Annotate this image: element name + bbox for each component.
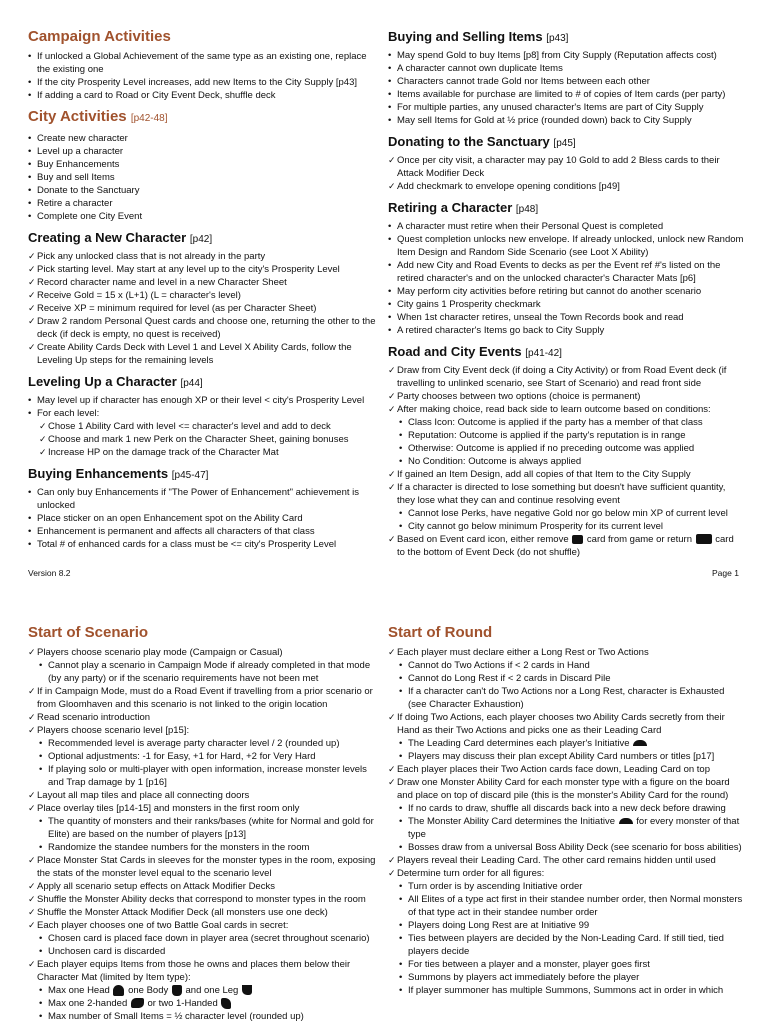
list-item: • Randomize the standee numbers for the monsters in the room xyxy=(39,841,376,854)
list-item: ✓ Receive XP = minimum required for level (as per Character Sheet) xyxy=(28,302,376,315)
list-item: ✓ Chose 1 Ability Card with level <= character's level and add to deck xyxy=(39,420,376,433)
list-item: ✓ Pick any unlocked class that is not already in the party xyxy=(28,250,376,263)
list-item: ✓ If a character is directed to lose something but doesn't have sufficient quantity, they lose what they can and continue resolving event xyxy=(388,481,744,507)
list-item: • If a character can't do Two Actions nor a Long Rest, character is Exhausted (see Character Exhaustion) xyxy=(399,685,744,711)
list-item: • May level up if character has enough XP or their level < city's Prosperity Level xyxy=(28,394,376,407)
leg-slot-icon xyxy=(242,985,252,995)
list-item: • A character must retire when their Personal Quest is completed xyxy=(388,220,744,233)
list-item: ✓ Party chooses between two options (choice is permanent) xyxy=(388,390,744,403)
list-item: ✓ Shuffle the Monster Attack Modifier Deck (all monsters use one deck) xyxy=(28,906,376,919)
list-item: • Donate to the Sanctuary xyxy=(28,184,376,197)
buying-enhancements-list xyxy=(28,486,376,551)
list-item: • Max number of Small Items = ½ character level (rounded up) xyxy=(39,1010,376,1023)
retiring-list xyxy=(388,220,744,337)
list-item: • If the city Prosperity Level increases, add new Items to the City Supply [p43] xyxy=(28,76,376,89)
list-item: • The quantity of monsters and their ranks/bases (white for Normal and gold for Elite) are based on the number of players [p13] xyxy=(39,815,376,841)
list-item: ✓ Each player equips Items from those he owns and places them below their Character Mat (limited by Item type): xyxy=(28,958,376,984)
list-item: • Place sticker on an open Enhancement spot on the Ability Card xyxy=(28,512,376,525)
start-of-round-list xyxy=(388,646,744,997)
list-item: • If no cards to draw, shuffle all discards back into a new deck before drawing xyxy=(399,802,744,815)
list-item: • City cannot go below minimum Prosperity for its current level xyxy=(399,520,744,533)
list-item: ✓ Place Monster Stat Cards in sleeves for the monster types in the room, exposing the stats of the monster level equal to the scenario level xyxy=(28,854,376,880)
list-item: ✓ Each player chooses one of two Battle Goal cards in secret: xyxy=(28,919,376,932)
list-item: ✓ Add checkmark to envelope opening conditions [p49] xyxy=(388,180,744,193)
list-item: ✓ Draw 2 random Personal Quest cards and choose one, returning the other to the deck (if deck is empty, no quest is received) xyxy=(28,315,376,341)
list-item: • The Leading Card determines each player's Initiative xyxy=(399,737,744,750)
list-item: ✓ Each player must declare either a Long Rest or Two Actions xyxy=(388,646,744,659)
list-item: • A character cannot own duplicate Items xyxy=(388,62,744,75)
list-item: • For each level: xyxy=(28,407,376,420)
creating-character-heading: Creating a New Character [p42] xyxy=(28,230,213,245)
buying-selling-heading: Buying and Selling Items [p43] xyxy=(388,29,569,44)
head-slot-icon xyxy=(113,985,124,996)
version-label: Version 8.2 xyxy=(28,568,71,578)
list-item: ✓ After making choice, read back side to learn outcome based on conditions: xyxy=(388,403,744,416)
start-of-round-heading: Start of Round xyxy=(388,624,493,641)
list-item: • Characters cannot trade Gold nor Items between each other xyxy=(388,75,744,88)
page-number: Page 1 xyxy=(712,568,739,578)
list-item: • If player summoner has multiple Summons, Summons act in order in which xyxy=(399,984,744,997)
list-item: • May sell Items for Gold at ½ price (rounded down) back to City Supply xyxy=(388,114,744,127)
list-item: ✓ Record character name and level in a new Character Sheet xyxy=(28,276,376,289)
list-item: • Players doing Long Rest are at Initiative 99 xyxy=(399,919,744,932)
list-item: • Max one 2-handed or two 1-Handed xyxy=(39,997,376,1010)
page2-right-column xyxy=(388,624,744,1003)
page-2 xyxy=(0,596,768,1024)
list-item: ✓ Determine turn order for all figures: xyxy=(388,867,744,880)
list-item: • Cannot do Two Actions if < 2 cards in Hand xyxy=(399,659,744,672)
list-item: • Reputation: Outcome is applied if the party's reputation is in range xyxy=(399,429,744,442)
list-item: • Ties between players are decided by the Non-Leading Card. If still tied, tied players decide xyxy=(399,932,744,958)
list-item: • Buy Enhancements xyxy=(28,158,376,171)
list-item: • Summons by players act immediately before the player xyxy=(399,971,744,984)
leveling-up-list xyxy=(28,394,376,459)
list-item: ✓ Shuffle the Monster Ability decks that correspond to monster types in the room xyxy=(28,893,376,906)
donating-list xyxy=(388,154,744,193)
start-of-scenario-list xyxy=(28,646,376,1023)
list-item: ✓ Read scenario introduction xyxy=(28,711,376,724)
list-item: • Max one Head one Body and one Leg xyxy=(39,984,376,997)
list-item: • Otherwise: Outcome is applied if no preceding outcome was applied xyxy=(399,442,744,455)
list-item: • Bosses draw from a universal Boss Ability Deck (see scenario for boss abilities) xyxy=(399,841,744,854)
list-item: • No Condition: Outcome is always applied xyxy=(399,455,744,468)
leveling-up-heading: Leveling Up a Character [p44] xyxy=(28,374,203,389)
list-item: ✓ If gained an Item Design, add all copies of that Item to the City Supply xyxy=(388,468,744,481)
list-item: • City gains 1 Prosperity checkmark xyxy=(388,298,744,311)
list-item: ✓ Create Ability Cards Deck with Level 1 and Level X Ability Cards, follow the Leveling Up steps for the remaining levels xyxy=(28,341,376,367)
page1-right-column xyxy=(388,28,744,565)
list-item: ✓ Each player places their Two Action cards face down, Leading Card on top xyxy=(388,763,744,776)
list-item: ✓ If doing Two Actions, each player chooses two Ability Cards secretly from their Hand as their Two Actions and picks one as their Leading Card xyxy=(388,711,744,737)
list-item: ✓ Increase HP on the damage track of the Character Mat xyxy=(39,446,376,459)
list-item: • Add new City and Road Events to decks as per the Event ref #'s listed on the retired character's and on the unlocked character's Character Mats [p6] xyxy=(388,259,744,285)
remove-card-icon xyxy=(572,535,583,544)
list-item: • Class Icon: Outcome is applied if the party has a member of that class xyxy=(399,416,744,429)
list-item: • When 1st character retires, unseal the Town Records book and read xyxy=(388,311,744,324)
list-item: • Total # of enhanced cards for a class must be <= city's Prosperity Level xyxy=(28,538,376,551)
list-item: • Create new character xyxy=(28,132,376,145)
list-item: • Complete one City Event xyxy=(28,210,376,223)
list-item: ✓ Apply all scenario setup effects on Attack Modifier Decks xyxy=(28,880,376,893)
list-item: ✓ If in Campaign Mode, must do a Road Event if travelling from a prior scenario or from Gloomhaven and this scenario is not linked to the origin location xyxy=(28,685,376,711)
list-item: • For ties between a player and a monster, player goes first xyxy=(399,958,744,971)
start-of-scenario-heading: Start of Scenario xyxy=(28,624,149,641)
list-item: • Cannot lose Perks, have negative Gold nor go below min XP of current level xyxy=(399,507,744,520)
return-card-icon xyxy=(696,534,712,544)
list-item: ✓ Pick starting level. May start at any level up to the city's Prosperity Level xyxy=(28,263,376,276)
initiative-icon xyxy=(619,818,633,824)
list-item: • Turn order is by ascending Initiative order xyxy=(399,880,744,893)
list-item: • For multiple parties, any unused character's Items are part of City Supply xyxy=(388,101,744,114)
list-item: ✓ Layout all map tiles and place all connecting doors xyxy=(28,789,376,802)
road-city-events-list xyxy=(388,364,744,559)
list-item: • Retire a character xyxy=(28,197,376,210)
list-item: • Cannot play a scenario in Campaign Mode if already completed in that mode (by any party) or if the scenario requirements have not been met xyxy=(39,659,376,685)
list-item: • May perform city activities before retiring but cannot do another scenario xyxy=(388,285,744,298)
campaign-activities-list xyxy=(28,50,376,102)
city-activities-heading: City Activities [p42-48] xyxy=(28,108,168,125)
retiring-heading: Retiring a Character [p48] xyxy=(388,200,539,215)
list-item: ✓ Place overlay tiles [p14-15] and monsters in the first room only xyxy=(28,802,376,815)
list-item: • If unlocked a Global Achievement of the same type as an existing one, replace the existing one xyxy=(28,50,376,76)
list-item: ✓ Based on Event card icon, either remove card from game or return card to the bottom of Event Deck (do not shuffle) xyxy=(388,533,744,559)
page1-left-column xyxy=(28,28,376,557)
creating-character-list xyxy=(28,250,376,367)
list-item: • Players may discuss their plan except Ability Card numbers or titles [p17] xyxy=(399,750,744,763)
list-item: • Optional adjustments: -1 for Easy, +1 for Hard, +2 for Very Hard xyxy=(39,750,376,763)
campaign-activities-heading: Campaign Activities xyxy=(28,28,171,45)
list-item: • Buy and sell Items xyxy=(28,171,376,184)
list-item: • May spend Gold to buy Items [p8] from City Supply (Reputation affects cost) xyxy=(388,49,744,62)
page2-left-column xyxy=(28,624,376,1029)
donating-heading: Donating to the Sanctuary [p45] xyxy=(388,134,576,149)
city-activities-list xyxy=(28,132,376,223)
list-item: • Quest completion unlocks new envelope. If already unlocked, unlock new Random Item Design and Random Side Scenario (see Loot X Ability) xyxy=(388,233,744,259)
list-item: • Chosen card is placed face down in player area (secret throughout scenario) xyxy=(39,932,376,945)
list-item: • Level up a character xyxy=(28,145,376,158)
list-item: ✓ Draw from City Event deck (if doing a City Activity) or from Road Event deck (if travelling to unlinked scenario, see Start of Scenario) and read front side xyxy=(388,364,744,390)
body-slot-icon xyxy=(172,985,182,996)
buying-selling-list xyxy=(388,49,744,127)
two-handed-icon xyxy=(131,998,144,1008)
list-item: ✓ Players choose scenario level [p15]: xyxy=(28,724,376,737)
list-item: ✓ Players reveal their Leading Card. The other card remains hidden until used xyxy=(388,854,744,867)
initiative-icon xyxy=(633,740,647,746)
list-item: • Cannot do Long Rest if < 2 cards in Discard Pile xyxy=(399,672,744,685)
list-item: • All Elites of a type act first in their standee number order, then Normal monsters of that type act in their standee number order xyxy=(399,893,744,919)
list-item: • A retired character's Items go back to City Supply xyxy=(388,324,744,337)
one-handed-icon xyxy=(221,998,231,1009)
list-item: ✓ Draw one Monster Ability Card for each monster type with a figure on the board and place on top of discard pile (this is the monster's Ability Card for the round) xyxy=(388,776,744,802)
list-item: • If playing solo or multi-player with open information, increase monster levels and Trap damage by 1 [p16] xyxy=(39,763,376,789)
list-item: • Unchosen card is discarded xyxy=(39,945,376,958)
list-item: ✓ Choose and mark 1 new Perk on the Character Sheet, gaining bonuses xyxy=(39,433,376,446)
list-item: • Can only buy Enhancements if "The Power of Enhancement" achievement is unlocked xyxy=(28,486,376,512)
list-item: • The Monster Ability Card determines the Initiative for every monster of that type xyxy=(399,815,744,841)
list-item: • Items available for purchase are limited to # of copies of Item cards (per party) xyxy=(388,88,744,101)
list-item: • Enhancement is permanent and affects all characters of that class xyxy=(28,525,376,538)
buying-enhancements-heading: Buying Enhancements [p45-47] xyxy=(28,466,209,481)
list-item: • If adding a card to Road or City Event Deck, shuffle deck xyxy=(28,89,376,102)
road-city-events-heading: Road and City Events [p41-42] xyxy=(388,344,562,359)
list-item: ✓ Receive Gold = 15 x (L+1) (L = character's level) xyxy=(28,289,376,302)
list-item: ✓ Once per city visit, a character may pay 10 Gold to add 2 Bless cards to their Attack Modifier Deck xyxy=(388,154,744,180)
list-item: ✓ Players choose scenario play mode (Campaign or Casual) xyxy=(28,646,376,659)
list-item: • Recommended level is average party character level / 2 (rounded up) xyxy=(39,737,376,750)
